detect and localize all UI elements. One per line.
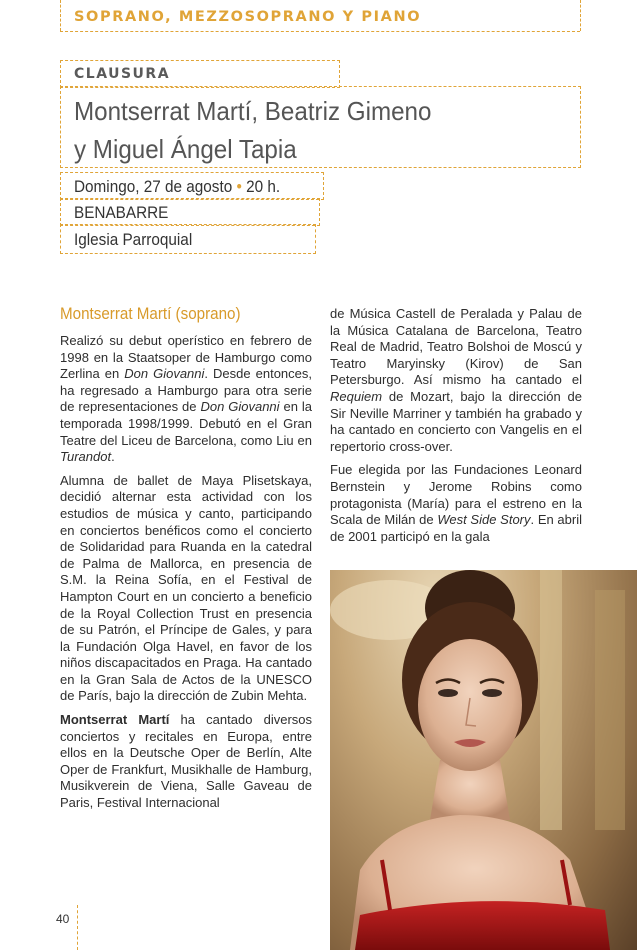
article-column-2 — [330, 306, 582, 552]
page-title — [74, 92, 431, 168]
paragraph-2: Alumna de ballet de Maya Plisetskaya, decidió alternar esta actividad con los estudios de música y canto, participando en conciertos benéficos como el concierto de Solidaridad para Ruanda en la catedral de Palma de Mallorca, en presencia de S.M. la Reina Sofía, en el Festival de Hampton Court en un concierto a beneficio de la Royal Collection Trust en presencia de su Patrón, el Príncipe de Gales, y para la Fundación Olga Havel, en favor de los niños discapacitados en Praga. Ha cantado en la Gran Sala de Actos de la UNESCO de París, bajo la dirección de Zubin Mehta. — [60, 472, 312, 704]
header-rule-left — [60, 0, 61, 31]
paragraph-1: Realizó su debut operístico en febrero de 1998 en la Staatsoper de Hamburgo como Zerlina en Don Giovanni. Desde entonces, ha regresado a Hamburgo para otra serie de representaciones de Don Giovanni en la temporada 1998/1999. Debutó en el Gran Teatre del Liceu de Barcelona, como Liu en Turandot. — [60, 333, 312, 465]
title-line-2: y Miguel Ángel Tapia — [74, 134, 297, 164]
event-place: BENABARRE — [74, 203, 169, 222]
paragraph-3: Montserrat Martí ha cantado diversos conciertos y recitales en Europa, entre ellos en la Deutsche Oper de Berlín, Alte Oper de Frankfurt, Musikhalle de Hamburg, Musikverein de Viena, Salle Gaveau de Paris, Festival Internacional — [60, 712, 312, 811]
bullet-separator: • — [236, 177, 242, 196]
portrait-illustration — [330, 570, 637, 950]
portrait-photo — [330, 570, 637, 950]
event-tag: CLAUSURA — [74, 66, 171, 82]
event-venue: Iglesia Parroquial — [74, 230, 193, 249]
paragraph-4: de Música Castell de Peralada y Palau de la Música Catalana de Barcelona, Teatro Real de Madrid, Teatro Bolshoi de Moscú y Teatro Maryinsky (Kirov) de San Petersburgo. Así mismo ha cantado el Requiem de Mozart, bajo la dirección de Sir Neville Marriner y también ha grabado y ha cantado en concierto con Vangelis en el repertorio cross-over. — [330, 306, 582, 454]
article-subtitle: Montserrat Martí (soprano) — [60, 305, 241, 323]
title-line-1: Montserrat Martí, Beatriz Gimeno — [74, 96, 432, 126]
header-rule-top — [60, 31, 580, 32]
footer-rule — [77, 905, 78, 950]
paragraph-5: Fue elegida por las Fundaciones Leonard Bernstein y Jerome Robins como protagonista (María) para el estreno en la Scala de Milán de West Side Story. En abril de 2001 participó en la gala — [330, 462, 582, 544]
article-column-1 — [60, 333, 312, 819]
event-time: 20 h. — [246, 177, 281, 196]
page-number: 40 — [56, 912, 70, 926]
header-rule-right — [580, 0, 581, 31]
event-date — [74, 177, 280, 197]
event-date-text: Domingo, 27 de agosto — [74, 177, 233, 196]
section-heading: SOPRANO, MEZZOSOPRANO Y PIANO — [74, 9, 422, 25]
